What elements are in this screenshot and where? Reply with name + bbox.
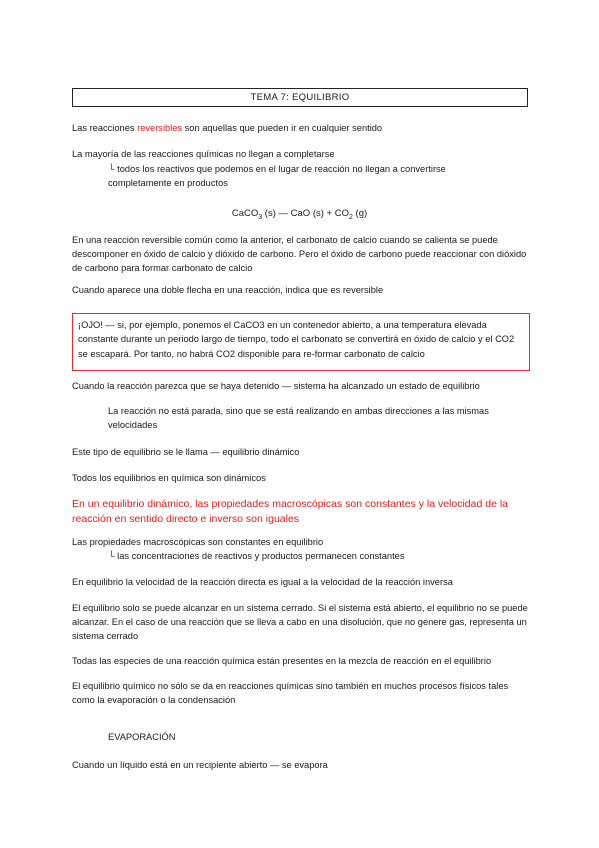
eq-mid: (s) — CaO (s) + CO — [262, 208, 349, 219]
paragraph-caco3: En una reacción reversible común como la anterior, el carbonato de calcio cuando se calienta se puede descomponer en óxido de calcio y dióxido de carbono. Pero el óxido de carbono puede reaccionar con dióxido de carbono para formar carbonato de calcio — [72, 235, 527, 273]
paragraph-stopped: Cuando la reacción parezca que se haya detenido — sistema ha alcanzado un estado de equilibrio — [72, 381, 480, 391]
text: son aquellas que pueden ir en cualquier sentido — [182, 123, 383, 133]
paragraph-species: Todas las especies de una reacción química están presentes en la mezcla de reacción en el equilibrio — [72, 656, 492, 666]
paragraph-physical: El equilibrio químico no sólo se da en reacciones químicas sino también en muchos procesos físicos tales como la evaporación o la condensación — [72, 681, 509, 705]
paragraph-completion: La mayoría de las reacciones químicas no llegan a completarse — [72, 149, 335, 159]
text: Las reacciones — [72, 123, 138, 133]
page-title: TEMA 7: EQUILIBRIO — [72, 88, 528, 107]
sub-paragraph-reactants: └ todos los reactivos que podemos en el lugar de reacción no llegan a convertirse completamente en productos — [108, 164, 446, 188]
highlight-reversibles: reversibles — [137, 123, 183, 133]
paragraph-all-dynamic: Todos los equilibrios en química son dinámicos — [72, 473, 266, 483]
sub-paragraph-not-stopped: La reacción no está parada, sino que se está realizando en ambas direcciones a las mismas velocidades — [108, 406, 489, 430]
sub-paragraph-concentrations: └ las concentraciones de reactivos y productos permanecen constantes — [108, 551, 405, 561]
eq-left: CaCO — [231, 208, 259, 219]
paragraph-closed-system: El equilibrio solo se puede alcanzar en un sistema cerrado. Si el sistema está abierto, el equilibrio no se puede alcanzar. En el caso de una reacción que se lleva a cabo en una disolución, que no genere gas, representa un sistema cerrado — [72, 603, 528, 641]
paragraph-rates: En equilibrio la velocidad de la reacción directa es igual a la velocidad de la reacción inversa — [72, 577, 453, 587]
section-heading-evaporacion: EVAPORACIÓN — [108, 732, 176, 742]
paragraph-open-container: Cuando un líquido está en un recipiente abierto — se evapora — [72, 760, 328, 770]
warning-note-box — [72, 313, 530, 371]
eq-right-sub: 2 — [348, 213, 353, 221]
paragraph-double-arrow: Cuando aparece una doble flecha en una reacción, indica que es reversible — [72, 285, 384, 295]
paragraph-macro: Las propiedades macroscópicas son constantes en equilibrio — [72, 537, 324, 547]
eq-right: (g) — [352, 208, 368, 219]
chemical-equation — [0, 207, 599, 223]
eq-left-sub: 3 — [258, 213, 263, 221]
paragraph-reversibles — [72, 122, 532, 136]
warning-note-text: ¡OJO! — si, por ejemplo, ponemos el CaCO3 en un contenedor abierto, a una temperatura elevada constante durante un periodo largo de tiempo, todo el carbonato se convertirá en óxido de calcio y el CO2 se escapará. Por tanto, no habrá CO2 disponible para re-formar carbonato de calcio — [78, 320, 515, 359]
highlight-definition: En un equilibrio dinámico, las propiedades macroscópicas son constantes y la velocidad de la reacción en sentido directo e inverso son iguales — [72, 498, 509, 526]
paragraph-dynamic: Este tipo de equilibrio se le llama — equilibrio dinámico — [72, 447, 300, 457]
